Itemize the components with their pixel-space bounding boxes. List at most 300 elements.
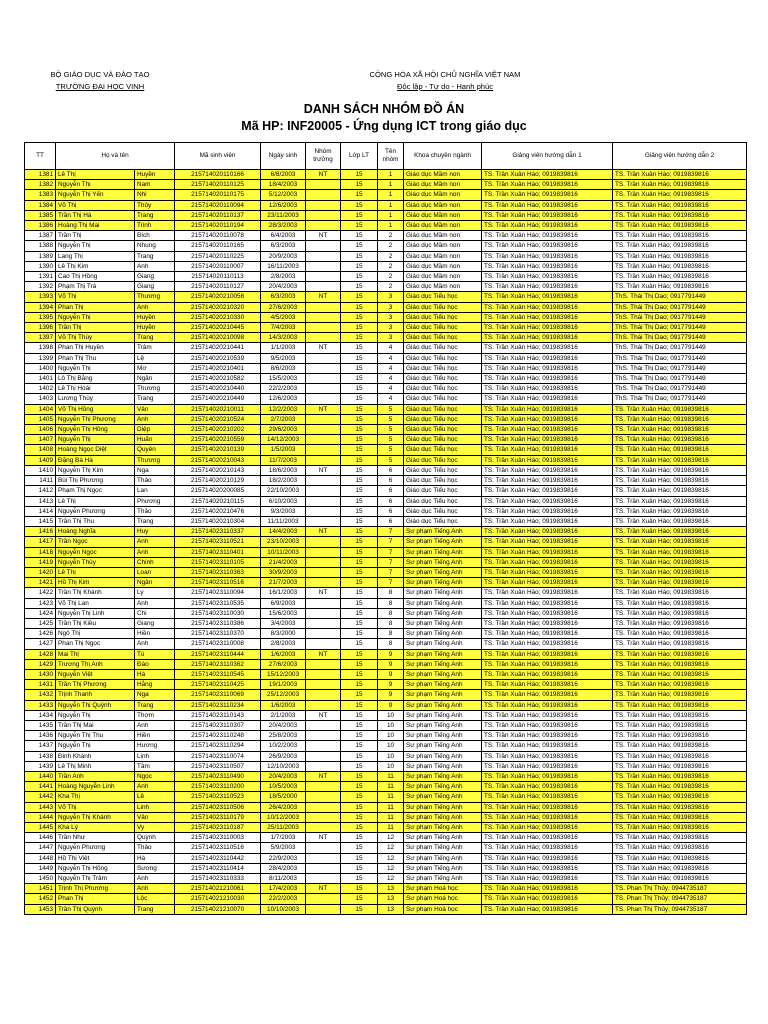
family-name: Lang Thị: [56, 251, 135, 261]
faculty: Giáo dục Tiểu học: [404, 394, 482, 404]
family-name: Hoàng Nghĩa: [56, 527, 135, 537]
birth-date: 8/11/2003: [261, 874, 306, 884]
faculty: Giáo dục Mầm non: [404, 241, 482, 251]
table-row: [25, 629, 747, 639]
faculty: Sư phạm Tiếng Anh: [404, 537, 482, 547]
leader-mark: [306, 537, 341, 547]
student-id: 215714020210401: [175, 363, 261, 373]
row-number: 1404: [25, 404, 56, 414]
class-number: 15: [341, 812, 378, 822]
leader-mark: [306, 608, 341, 618]
class-number: 15: [341, 792, 378, 802]
col-name: Họ và tên: [56, 143, 175, 170]
given-name: Thương: [135, 455, 175, 465]
group-number: 6: [378, 476, 404, 486]
table-row: [25, 537, 747, 547]
student-id: 215714020210304: [175, 516, 261, 526]
group-number: 4: [378, 343, 404, 353]
birth-date: 20/4/2003: [261, 720, 306, 730]
advisor-1: TS. Trần Xuân Hào; 0919839816: [482, 496, 613, 506]
class-number: 15: [341, 547, 378, 557]
advisor-1: TS. Trần Xuân Hào; 0919839816: [482, 598, 613, 608]
faculty: Sư phạm Tiếng Anh: [404, 771, 482, 781]
birth-date: 1/5/2003: [261, 445, 306, 455]
leader-mark: NT: [306, 649, 341, 659]
birth-date: 6/10/2003: [261, 496, 306, 506]
row-number: 1441: [25, 782, 56, 792]
leader-mark: [306, 690, 341, 700]
given-name: Mơ: [135, 363, 175, 373]
birth-date: 18/5/2000: [261, 792, 306, 802]
row-number: 1438: [25, 751, 56, 761]
group-number: 1: [378, 180, 404, 190]
given-name: Chi: [135, 608, 175, 618]
table-row: [25, 639, 747, 649]
birth-date: 14/12/2003: [261, 435, 306, 445]
leader-mark: [306, 414, 341, 424]
advisor-1: TS. Trần Xuân Hào; 0919839816: [482, 486, 613, 496]
group-number: 5: [378, 425, 404, 435]
row-number: 1409: [25, 455, 56, 465]
advisor-1: TS. Trần Xuân Hào; 0919839816: [482, 210, 613, 220]
col-group: Tên nhóm: [378, 143, 404, 170]
table-row: [25, 180, 747, 190]
leader-mark: [306, 455, 341, 465]
family-name: Nguyễn Phương: [56, 506, 135, 516]
group-number: 13: [378, 904, 404, 914]
student-id: 215714021210030: [175, 894, 261, 904]
row-number: 1423: [25, 598, 56, 608]
given-name: Nga: [135, 465, 175, 475]
row-number: 1418: [25, 547, 56, 557]
table-row: [25, 588, 747, 598]
student-id: 215714020210143: [175, 465, 261, 475]
student-group-table: [24, 142, 747, 915]
row-number: 1416: [25, 527, 56, 537]
faculty: Sư phạm Tiếng Anh: [404, 823, 482, 833]
row-number: 1399: [25, 353, 56, 363]
advisor-2: TS. Trần Xuân Hào; 0919839816: [613, 598, 747, 608]
leader-mark: [306, 374, 341, 384]
class-number: 15: [341, 476, 378, 486]
table-row: [25, 710, 747, 720]
faculty: Sư phạm Tiếng Anh: [404, 547, 482, 557]
class-number: 15: [341, 751, 378, 761]
class-number: 15: [341, 374, 378, 384]
birth-date: 30/9/2003: [261, 567, 306, 577]
group-number: 12: [378, 853, 404, 863]
faculty: Sư phạm Tiếng Anh: [404, 659, 482, 669]
advisor-1: TS. Trần Xuân Hào; 0919839816: [482, 435, 613, 445]
leader-mark: [306, 333, 341, 343]
advisor-1: TS. Trần Xuân Hào; 0919839816: [482, 425, 613, 435]
birth-date: 2/7/2003: [261, 414, 306, 424]
birth-date: 20/4/2003: [261, 282, 306, 292]
table-row: [25, 680, 747, 690]
given-name: Hà: [135, 853, 175, 863]
leader-mark: NT: [306, 884, 341, 894]
class-number: 15: [341, 384, 378, 394]
faculty: Giáo dục Tiểu học: [404, 384, 482, 394]
class-number: 15: [341, 496, 378, 506]
birth-date: 8/6/2003: [261, 363, 306, 373]
advisor-2: TS. Trần Xuân Hào; 0919839816: [613, 547, 747, 557]
birth-date: 1/6/2003: [261, 700, 306, 710]
advisor-1: TS. Trần Xuân Hào; 0919839816: [482, 292, 613, 302]
family-name: Nguyễn Thị: [56, 435, 135, 445]
birth-date: 29/6/2003: [261, 425, 306, 435]
advisor-2: TS. Trần Xuân Hào; 0919839816: [613, 251, 747, 261]
group-number: 11: [378, 812, 404, 822]
leader-mark: NT: [306, 292, 341, 302]
leader-mark: [306, 894, 341, 904]
table-row: [25, 833, 747, 843]
family-name: Nguyễn Ngọc: [56, 547, 135, 557]
faculty: Sư phạm Tiếng Anh: [404, 802, 482, 812]
family-name: Võ Thị Thùy: [56, 333, 135, 343]
given-name: Sương: [135, 863, 175, 873]
family-name: Trần Thị Quỳnh: [56, 904, 135, 914]
family-name: Trần Thị Mai: [56, 720, 135, 730]
student-id: 215714020210098: [175, 333, 261, 343]
leader-mark: [306, 782, 341, 792]
family-name: Trịnh Thị Phương: [56, 884, 135, 894]
advisor-1: TS. Trần Xuân Hào; 0919839816: [482, 639, 613, 649]
group-number: 1: [378, 190, 404, 200]
faculty: Sư phạm Hoá học: [404, 904, 482, 914]
row-number: 1395: [25, 312, 56, 322]
class-number: 15: [341, 771, 378, 781]
advisor-1: TS. Trần Xuân Hào; 0919839816: [482, 180, 613, 190]
row-number: 1437: [25, 741, 56, 751]
leader-mark: [306, 567, 341, 577]
advisor-2: TS. Trần Xuân Hào; 0919839816: [613, 455, 747, 465]
class-number: 15: [341, 761, 378, 771]
birth-date: 20/4/2003: [261, 771, 306, 781]
leader-mark: [306, 547, 341, 557]
class-number: 15: [341, 608, 378, 618]
advisor-2: TS. Trần Xuân Hào; 0919839816: [613, 261, 747, 271]
student-id: 215714023110234: [175, 700, 261, 710]
family-name: Trần Thị: [56, 231, 135, 241]
country-name: CỘNG HÒA XÃ HỘI CHỦ NGHĨA VIỆT NAM: [369, 70, 521, 79]
faculty: Sư phạm Tiếng Anh: [404, 680, 482, 690]
advisor-2: ThS. Thái Thị Dao; 0917791449: [613, 374, 747, 384]
row-number: 1417: [25, 537, 56, 547]
family-name: Nguyễn Thị Yến: [56, 190, 135, 200]
given-name: Quỳnh: [135, 833, 175, 843]
given-name: Phương: [135, 496, 175, 506]
class-number: 15: [341, 578, 378, 588]
given-name: Thủy: [135, 200, 175, 210]
birth-date: 9/3/2003: [261, 506, 306, 516]
advisor-1: TS. Trần Xuân Hào; 0919839816: [482, 394, 613, 404]
given-name: Chinh: [135, 557, 175, 567]
family-name: Trương Thị Anh: [56, 659, 135, 669]
table-row: [25, 343, 747, 353]
table-row: [25, 221, 747, 231]
leader-mark: [306, 272, 341, 282]
advisor-2: TS. Trần Xuân Hào; 0919839816: [613, 567, 747, 577]
student-id: 215714020210539: [175, 353, 261, 363]
faculty: Sư phạm Tiếng Anh: [404, 741, 482, 751]
table-row: [25, 751, 747, 761]
family-name: Lê Thị Hoài: [56, 384, 135, 394]
given-name: Nam: [135, 180, 175, 190]
advisor-1: TS. Trần Xuân Hào; 0919839816: [482, 190, 613, 200]
group-number: 13: [378, 894, 404, 904]
leader-mark: [306, 210, 341, 220]
table-row: [25, 384, 747, 394]
faculty: Giáo dục Tiểu học: [404, 404, 482, 414]
table-row: [25, 792, 747, 802]
row-number: 1451: [25, 884, 56, 894]
advisor-1: TS. Trần Xuân Hào; 0919839816: [482, 659, 613, 669]
faculty: Giáo dục Tiểu học: [404, 476, 482, 486]
leader-mark: [306, 241, 341, 251]
given-name: Anh: [135, 547, 175, 557]
given-name: Anh: [135, 639, 175, 649]
student-id: 215714020110137: [175, 210, 261, 220]
birth-date: 6/4/2003: [261, 231, 306, 241]
birth-date: 6/9/2003: [261, 598, 306, 608]
advisor-2: TS. Trần Xuân Hào; 0919839816: [613, 792, 747, 802]
table-row: [25, 404, 747, 414]
advisor-1: TS. Trần Xuân Hào; 0919839816: [482, 231, 613, 241]
table-row: [25, 904, 747, 914]
group-number: 7: [378, 567, 404, 577]
advisor-2: ThS. Thái Thị Dao; 0917791449: [613, 384, 747, 394]
row-number: 1419: [25, 557, 56, 567]
table-row: [25, 843, 747, 853]
leader-mark: [306, 476, 341, 486]
student-id: 215714023110442: [175, 853, 261, 863]
birth-date: 5/12/2003: [261, 190, 306, 200]
row-number: 1442: [25, 792, 56, 802]
group-number: 9: [378, 690, 404, 700]
group-number: 8: [378, 629, 404, 639]
table-row: [25, 823, 747, 833]
given-name: Trinh: [135, 221, 175, 231]
leader-mark: [306, 680, 341, 690]
student-id: 215714020210129: [175, 476, 261, 486]
row-number: 1393: [25, 292, 56, 302]
given-name: Diệp: [135, 425, 175, 435]
advisor-2: ThS. Thái Thị Dao; 0917791449: [613, 302, 747, 312]
birth-date: 21/4/2003: [261, 557, 306, 567]
class-number: 15: [341, 292, 378, 302]
birth-date: 12/6/2003: [261, 394, 306, 404]
group-number: 7: [378, 578, 404, 588]
row-number: 1413: [25, 496, 56, 506]
class-number: 15: [341, 343, 378, 353]
family-name: Mai Thị: [56, 649, 135, 659]
table-row: [25, 802, 747, 812]
student-id: 215714023110294: [175, 741, 261, 751]
student-id: 215714023110200: [175, 782, 261, 792]
faculty: Giáo dục Tiểu học: [404, 374, 482, 384]
family-name: Trần Thị Phương: [56, 680, 135, 690]
given-name: Huyền: [135, 170, 175, 180]
table-row: [25, 771, 747, 781]
student-id: 215714020210115: [175, 496, 261, 506]
advisor-2: TS. Trần Xuân Hào; 0919839816: [613, 649, 747, 659]
advisor-2: ThS. Thái Thị Dao; 0917791449: [613, 312, 747, 322]
birth-date: 12/10/2003: [261, 761, 306, 771]
table-row: [25, 669, 747, 679]
family-name: Nguyễn Thị Hồng: [56, 863, 135, 873]
leader-mark: [306, 874, 341, 884]
table-row: [25, 231, 747, 241]
row-number: 1400: [25, 363, 56, 373]
family-name: Nguyễn Thị Trâm: [56, 874, 135, 884]
leader-mark: [306, 445, 341, 455]
class-number: 15: [341, 261, 378, 271]
student-id: 215714020110225: [175, 251, 261, 261]
birth-date: 16/11/2003: [261, 261, 306, 271]
advisor-1: TS. Trần Xuân Hào; 0919839816: [482, 843, 613, 853]
birth-date: 28/4/2003: [261, 863, 306, 873]
group-number: 9: [378, 700, 404, 710]
class-number: 15: [341, 557, 378, 567]
leader-mark: [306, 312, 341, 322]
group-number: 4: [378, 384, 404, 394]
row-number: 1388: [25, 241, 56, 251]
advisor-1: TS. Trần Xuân Hào; 0919839816: [482, 629, 613, 639]
advisor-1: TS. Trần Xuân Hào; 0919839816: [482, 823, 613, 833]
birth-date: 23/10/2003: [261, 537, 306, 547]
student-id: 215714023110521: [175, 537, 261, 547]
leader-mark: [306, 200, 341, 210]
given-name: Bích: [135, 231, 175, 241]
faculty: Giáo dục Mầm non: [404, 221, 482, 231]
class-number: 15: [341, 588, 378, 598]
given-name: Trang: [135, 904, 175, 914]
table-row: [25, 598, 747, 608]
advisor-1: TS. Trần Xuân Hào; 0919839816: [482, 323, 613, 333]
faculty: Sư phạm Tiếng Anh: [404, 833, 482, 843]
table-row: [25, 363, 747, 373]
advisor-2: TS. Trần Xuân Hào; 0919839816: [613, 425, 747, 435]
family-name: Nguyễn Thị: [56, 180, 135, 190]
class-number: 15: [341, 843, 378, 853]
advisor-1: TS. Trần Xuân Hào; 0919839816: [482, 833, 613, 843]
given-name: Trâm: [135, 343, 175, 353]
table-row: [25, 516, 747, 526]
advisor-1: TS. Trần Xuân Hào; 0919839816: [482, 669, 613, 679]
family-name: Lê Thị: [56, 567, 135, 577]
advisor-2: TS. Trần Xuân Hào; 0919839816: [613, 629, 747, 639]
class-number: 15: [341, 435, 378, 445]
student-id: 215714023110401: [175, 547, 261, 557]
advisor-2: TS. Trần Xuân Hào; 0919839816: [613, 659, 747, 669]
advisor-2: ThS. Thái Thị Dao; 0917791449: [613, 323, 747, 333]
advisor-1: TS. Trần Xuân Hào; 0919839816: [482, 567, 613, 577]
family-name: Hồ Thị Việt: [56, 853, 135, 863]
advisor-1: TS. Trần Xuân Hào; 0919839816: [482, 547, 613, 557]
table-row: [25, 476, 747, 486]
student-id: 215714020210056: [175, 292, 261, 302]
row-number: 1426: [25, 629, 56, 639]
advisor-1: TS. Trần Xuân Hào; 0919839816: [482, 476, 613, 486]
row-number: 1429: [25, 659, 56, 669]
birth-date: 18/4/2003: [261, 180, 306, 190]
advisor-2: TS. Trần Xuân Hào; 0919839816: [613, 200, 747, 210]
group-number: 7: [378, 557, 404, 567]
student-id: 215714020210043: [175, 455, 261, 465]
birth-date: 22/2/2003: [261, 384, 306, 394]
class-number: 15: [341, 700, 378, 710]
row-number: 1414: [25, 506, 56, 516]
advisor-1: TS. Trần Xuân Hào; 0919839816: [482, 863, 613, 873]
birth-date: 26/9/2003: [261, 751, 306, 761]
leader-mark: [306, 853, 341, 863]
row-number: 1436: [25, 731, 56, 741]
birth-date: 23/11/2003: [261, 210, 306, 220]
leader-mark: [306, 435, 341, 445]
student-id: 215714023110386: [175, 618, 261, 628]
family-name: Nguyễn Phương: [56, 843, 135, 853]
given-name: Thảo: [135, 506, 175, 516]
leader-mark: [306, 516, 341, 526]
group-number: 2: [378, 261, 404, 271]
birth-date: 12/6/2003: [261, 200, 306, 210]
advisor-2: ThS. Thái Thị Dao; 0917791449: [613, 394, 747, 404]
given-name: Lệ: [135, 353, 175, 363]
family-name: Đặng Bá Hà: [56, 455, 135, 465]
advisor-2: TS. Trần Xuân Hào; 0919839816: [613, 272, 747, 282]
advisor-1: TS. Trần Xuân Hào; 0919839816: [482, 251, 613, 261]
leader-mark: NT: [306, 343, 341, 353]
table-row: [25, 282, 747, 292]
faculty: Giáo dục Mầm non: [404, 261, 482, 271]
table-row: [25, 690, 747, 700]
table-row: [25, 323, 747, 333]
given-name: Thương: [135, 292, 175, 302]
col-leader: Nhóm trưởng: [306, 143, 341, 170]
student-id: 215714020210476: [175, 506, 261, 516]
table-row: [25, 884, 747, 894]
advisor-2: ThS. Thái Thị Dao; 0917791449: [613, 343, 747, 353]
advisor-2: TS. Trần Xuân Hào; 0919839816: [613, 863, 747, 873]
class-number: 15: [341, 251, 378, 261]
table-row: [25, 874, 747, 884]
group-number: 13: [378, 884, 404, 894]
group-number: 5: [378, 414, 404, 424]
student-id: 215714023110506: [175, 802, 261, 812]
group-number: 8: [378, 608, 404, 618]
table-row: [25, 863, 747, 873]
student-id: 215714020110175: [175, 190, 261, 200]
given-name: Hương: [135, 741, 175, 751]
advisor-1: TS. Trần Xuân Hào; 0919839816: [482, 588, 613, 598]
advisor-1: TS. Trần Xuân Hào; 0919839816: [482, 343, 613, 353]
row-number: 1390: [25, 261, 56, 271]
given-name: Vân: [135, 404, 175, 414]
given-name: Anh: [135, 782, 175, 792]
advisor-2: TS. Trần Xuân Hào; 0919839816: [613, 221, 747, 231]
family-name: Nguyễn Việt: [56, 669, 135, 679]
given-name: Ngọc: [135, 771, 175, 781]
course-subtitle: Mã HP: INF20005 - Ứng dụng ICT trong giáo dục: [241, 119, 527, 133]
group-number: 3: [378, 312, 404, 322]
advisor-1: TS. Trần Xuân Hào; 0919839816: [482, 384, 613, 394]
faculty: Sư phạm Tiếng Anh: [404, 669, 482, 679]
faculty: Sư phạm Tiếng Anh: [404, 792, 482, 802]
faculty: Giáo dục Mầm non: [404, 190, 482, 200]
student-id: 215714023110490: [175, 771, 261, 781]
table-row: [25, 782, 747, 792]
